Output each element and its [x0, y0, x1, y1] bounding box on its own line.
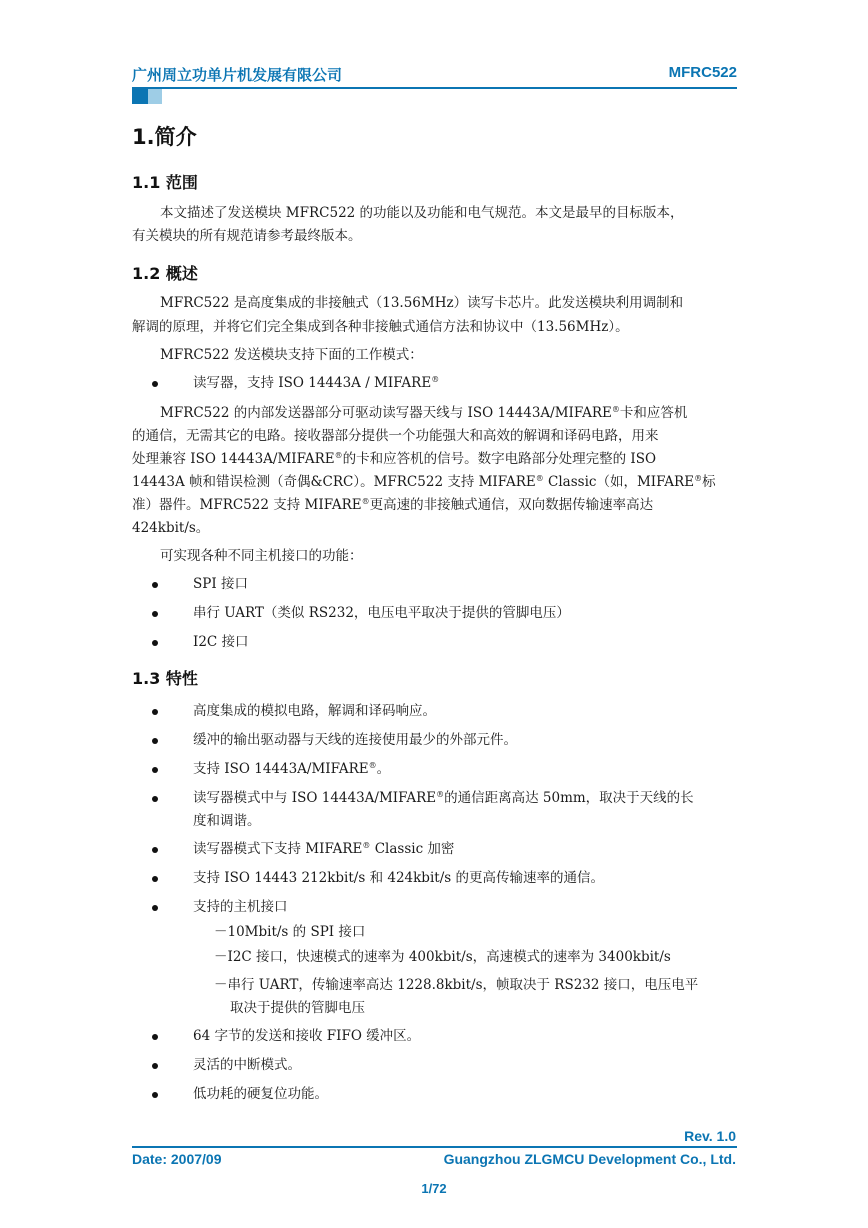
mode-item-reader: 读写器，支持 ISO 14443A / MIFARE®: [193, 375, 440, 391]
overview-para2: MFRC522 发送模块支持下面的工作模式：: [160, 347, 423, 363]
feature-item: 高度集成的模拟电路，解调和译码响应。: [193, 703, 436, 719]
bullet-icon: [152, 796, 158, 802]
section-heading-scope: 1.1 范围: [132, 173, 198, 192]
host-interface-sub-item: －串行 UART，传输速率高达 1228.8kbit/s，帧取决于 RS232 接口，电压电平: [214, 977, 699, 993]
footer-revision: Rev. 1.0: [684, 1128, 736, 1144]
feature-item: 64 字节的发送和接收 FIFO 缓冲区。: [193, 1028, 421, 1044]
overview-para3-line5: 准）器件。MFRC522 支持 MIFARE®更高速的非接触式通信，双向数据传输速率高达: [132, 497, 654, 513]
feature-item: 支持的主机接口: [193, 899, 288, 915]
header-rule: [132, 87, 737, 89]
host-interface-sub-item: －I2C 接口，快速模式的速率为 400kbit/s，高速模式的速率为 3400kbit/s: [214, 949, 671, 965]
header-product: MFRC522: [668, 64, 737, 81]
bullet-icon: [152, 381, 158, 387]
bullet-icon: [152, 611, 158, 617]
feature-item: 读写器模式中与 ISO 14443A/MIFARE®的通信距离高达 50mm，取决于天线的长: [193, 790, 694, 806]
feature-item: 灵活的中断模式。: [193, 1057, 301, 1073]
overview-para4: 可实现各种不同主机接口的功能：: [160, 548, 363, 564]
footer-company: Guangzhou ZLGMCU Development Co., Ltd.: [443, 1151, 736, 1167]
overview-para1-line1: MFRC522 是高度集成的非接触式（13.56MHz）读写卡芯片。此发送模块利用调制和: [160, 295, 684, 311]
section-heading-features: 1.3 特性: [132, 669, 198, 688]
overview-para3-line2: 的通信，无需其它的电路。接收器部分提供一个功能强大和高效的解调和译码电路，用来: [132, 428, 659, 444]
overview-para3-line3: 处理兼容 ISO 14443A/MIFARE®的卡和应答机的信号。数字电路部分处理完整的 ISO: [132, 451, 657, 467]
feature-item: 读写器模式下支持 MIFARE® Classic 加密: [193, 841, 455, 857]
host-interface-sub-item-continued: 取决于提供的管脚电压: [230, 1000, 365, 1016]
bullet-icon: [152, 767, 158, 773]
bullet-icon: [152, 738, 158, 744]
bullet-icon: [152, 640, 158, 646]
bullet-icon: [152, 905, 158, 911]
host-interface-sub-item: －10Mbit/s 的 SPI 接口: [214, 924, 366, 940]
bullet-icon: [152, 1034, 158, 1040]
bullet-icon: [152, 847, 158, 853]
interface-item-i2c: I2C 接口: [193, 634, 249, 650]
interface-item-spi: SPI 接口: [193, 576, 248, 592]
bullet-icon: [152, 1063, 158, 1069]
page-title: 1.简介: [132, 125, 197, 149]
bullet-icon: [152, 1092, 158, 1098]
feature-item: 支持 ISO 14443 212kbit/s 和 424kbit/s 的更高传输速率的通信。: [193, 870, 604, 886]
overview-para1-line2: 解调的原理，并将它们完全集成到各种非接触式通信方法和协议中（13.56MHz）。: [132, 319, 629, 335]
overview-para3-line4: 14443A 帧和错误检测（奇偶&CRC）。MFRC522 支持 MIFARE® Classic（如，MIFARE®标: [132, 474, 716, 490]
feature-item: 支持 ISO 14443A/MIFARE®。: [193, 761, 391, 777]
scope-line-1: 本文描述了发送模块 MFRC522 的功能以及功能和电气规范。本文是最早的目标版本，: [160, 205, 684, 221]
section-heading-overview: 1.2 概述: [132, 264, 198, 283]
header-company: 广州周立功单片机发展有限公司: [132, 66, 343, 84]
header-logo-square-light: [148, 89, 162, 104]
bullet-icon: [152, 876, 158, 882]
footer-date: Date: 2007/09: [132, 1151, 222, 1167]
scope-line-2: 有关模块的所有规范请参考最终版本。: [132, 228, 362, 244]
page-number: 1/72: [421, 1181, 447, 1196]
feature-item-continued: 度和调谐。: [193, 813, 261, 829]
header-logo-square-dark: [132, 89, 148, 104]
bullet-icon: [152, 709, 158, 715]
bullet-icon: [152, 582, 158, 588]
feature-item: 缓冲的输出驱动器与天线的连接使用最少的外部元件。: [193, 732, 517, 748]
overview-para3-line6: 424kbit/s。: [132, 520, 210, 536]
overview-para3-line1: MFRC522 的内部发送器部分可驱动读写器天线与 ISO 14443A/MIFARE®卡和应答机: [160, 405, 688, 421]
feature-item: 低功耗的硬复位功能。: [193, 1086, 328, 1102]
interface-item-uart: 串行 UART（类似 RS232，电压电平取决于提供的管脚电压）: [193, 605, 570, 621]
footer-rule: [132, 1146, 737, 1148]
